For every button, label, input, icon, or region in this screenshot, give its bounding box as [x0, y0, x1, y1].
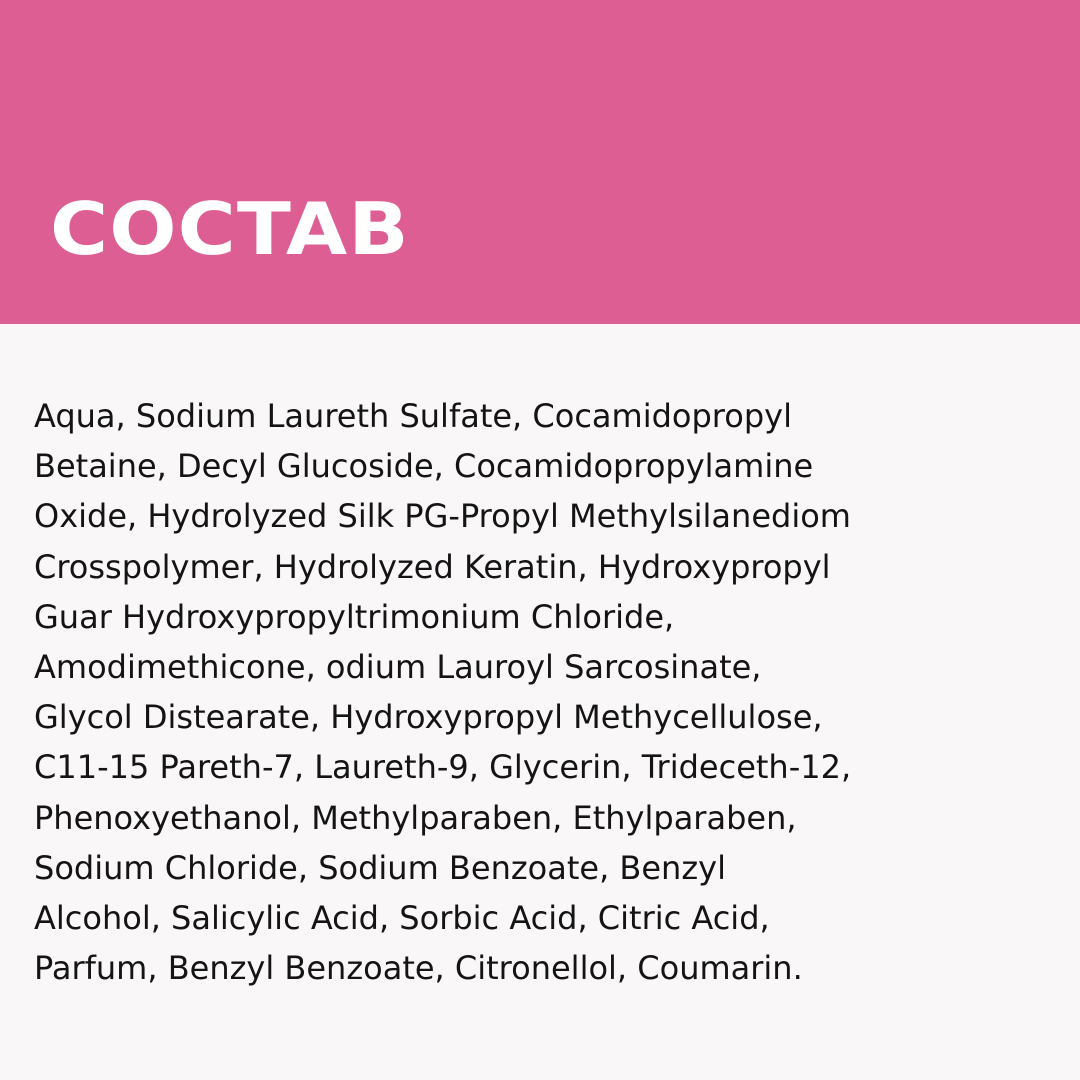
page-title: COCTAB: [50, 187, 410, 271]
ingredients-line: Glycol Distearate, Hydroxypropyl Methycellulose,: [34, 698, 823, 737]
ingredients-line: Aqua, Sodium Laureth Sulfate, Cocamidopropyl: [34, 397, 792, 435]
ingredients-line: Amodimethicone, odium Lauroyl Sarcosinate,: [34, 648, 762, 687]
ingredients-list: [34, 391, 1054, 993]
ingredients-line: C11-15 Pareth-7, Laureth-9, Glycerin, Trideceth-12,: [34, 748, 852, 787]
ingredients-line: Betaine, Decyl Glucoside, Cocamidopropylamine: [34, 447, 814, 486]
ingredients-line: Crosspolymer, Hydrolyzed Keratin, Hydroxypropyl: [34, 547, 831, 586]
ingredients-line: Parfum, Benzyl Benzoate, Citronellol, Coumarin.: [34, 949, 803, 988]
ingredients-line: Phenoxyethanol, Methylparaben, Ethylparaben,: [34, 798, 797, 837]
ingredients-line: Sodium Chloride, Sodium Benzoate, Benzyl: [34, 848, 726, 887]
ingredients-line: Guar Hydroxypropyltrimonium Chloride,: [34, 597, 675, 636]
header-banner: [0, 0, 1080, 324]
ingredients-line: Alcohol, Salicylic Acid, Sorbic Acid, Citric Acid,: [34, 899, 770, 938]
ingredients-line: Oxide, Hydrolyzed Silk PG-Propyl Methylsilanediom: [34, 497, 851, 536]
